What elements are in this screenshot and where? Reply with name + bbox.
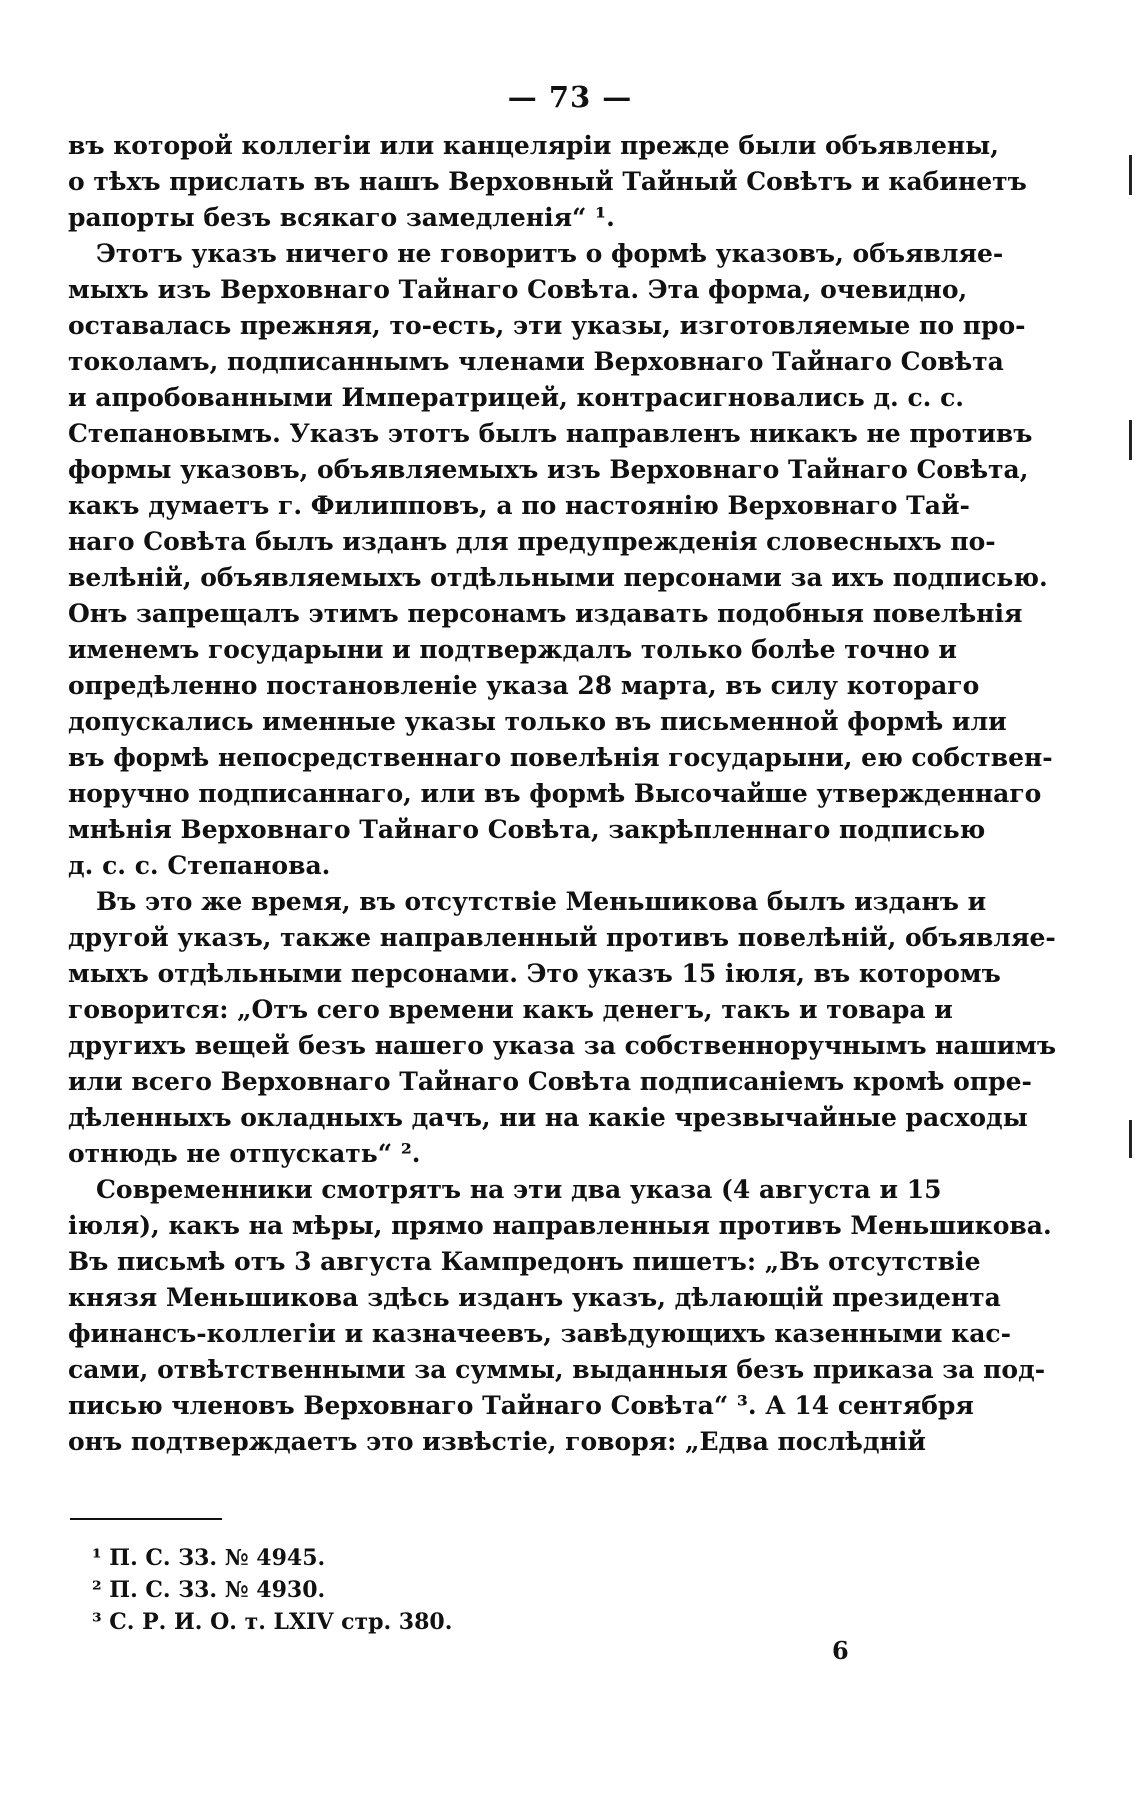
printer-signature-mark: 6 — [832, 1636, 849, 1665]
text-line: формы указовъ, объявляемыхъ изъ Верховнаго Тайнаго Совѣта, — [68, 455, 1029, 484]
text-line: Степановымъ. Указъ этотъ былъ направленъ никакъ не противъ — [68, 419, 1033, 448]
scan-edge-mark — [1129, 1120, 1132, 1158]
footnote: ¹ П. С. З3. № 4945. — [92, 1545, 326, 1571]
text-line: князя Меньшикова здѣсь изданъ указъ, дѣлающій президента — [68, 1283, 1001, 1312]
text-line: именемъ государыни и подтверждалъ только болѣе точно и — [68, 635, 957, 664]
text-line: велѣній, объявляемыхъ отдѣльными персонами за ихъ подписью. — [68, 563, 1048, 592]
text-line: мнѣнія Верховнаго Тайнаго Совѣта, закрѣпленнаго подписью — [68, 815, 986, 844]
text-line: допускались именные указы только въ письменной формѣ или — [68, 707, 1007, 736]
text-line: Въ это же время, въ отсутствіе Меньшикова былъ изданъ и — [96, 887, 987, 916]
text-line: Онъ запрещалъ этимъ персонамъ издавать подобныя повелѣнія — [68, 599, 1023, 628]
text-line: д. с. с. Степанова. — [68, 851, 331, 880]
text-line: Въ письмѣ отъ 3 августа Кампредонъ пишетъ: „Въ отсутствіе — [68, 1247, 981, 1276]
footnotes — [92, 1542, 492, 1638]
text-line: или всего Верховнаго Тайнаго Совѣта подписаніемъ кромѣ опре- — [68, 1067, 1032, 1096]
text-line: говорится: „Отъ сего времени какъ денегъ, такъ и товара и — [68, 995, 953, 1024]
text-line: о тѣхъ прислать въ нашъ Верховный Тайный Совѣтъ и кабинетъ — [68, 167, 1027, 196]
footnote: ³ С. Р. И. О. т. LXIV стр. 380. — [92, 1609, 453, 1635]
text-line: другихъ вещей безъ нашего указа за собственноручнымъ нашимъ — [68, 1031, 1057, 1060]
text-line: дѣленныхъ окладныхъ дачъ, ни на какіе чрезвычайные расходы — [68, 1103, 1028, 1132]
text-line: іюля), какъ на мѣры, прямо направленныя противъ Меньшикова. — [68, 1211, 1052, 1240]
text-line: Современники смотрятъ на эти два указа (4 августа и 15 — [96, 1175, 942, 1204]
text-line: наго Совѣта былъ изданъ для предупрежденія словесныхъ по- — [68, 527, 996, 556]
text-line: оставалась прежняя, то-есть, эти указы, изготовляемые по про- — [68, 311, 1026, 340]
text-line: и апробованными Императрицей, контрасигновались д. с. с. — [68, 383, 965, 412]
footnote-divider — [70, 1518, 222, 1520]
text-line: мыхъ изъ Верховнаго Тайнаго Совѣта. Эта форма, очевидно, — [68, 275, 968, 304]
footnote: ² П. С. З3. № 4930. — [92, 1577, 326, 1603]
text-line: онъ подтверждаетъ это извѣстіе, говоря: „Едва послѣдній — [68, 1427, 926, 1456]
text-line: отнюдь не отпускать“ ². — [68, 1139, 421, 1168]
text-line: опредѣленно постановленіе указа 28 марта, въ силу котораго — [68, 671, 980, 700]
text-line: Этотъ указъ ничего не говоритъ о формѣ указовъ, объявляе- — [96, 239, 1004, 268]
text-line: въ которой коллегіи или канцеляріи прежде были объявлены, — [68, 131, 999, 160]
text-line: другой указъ, также направленный противъ повелѣній, объявляе- — [68, 923, 1056, 952]
page-number: — 73 — — [507, 80, 633, 114]
text-line: въ формѣ непосредственнаго повелѣнія государыни, ею собствен- — [68, 743, 1053, 772]
text-line: сами, отвѣтственными за суммы, выданныя безъ приказа за под- — [68, 1355, 1046, 1384]
text-line: рапорты безъ всякаго замедленія“ ¹. — [68, 203, 615, 232]
scan-edge-mark — [1129, 420, 1132, 460]
text-line: норучно подписаннаго, или въ формѣ Высочайше утвержденнаго — [68, 779, 1042, 808]
text-line: какъ думаетъ г. Филипповъ, а по настоянію Верховнаго Тай- — [68, 491, 970, 520]
text-line: финансъ-коллегіи и казначеевъ, завѣдующихъ казенными кас- — [68, 1319, 1011, 1348]
text-line: писью членовъ Верховнаго Тайнаго Совѣта“ ³. А 14 сентября — [68, 1391, 974, 1420]
scan-edge-mark — [1129, 155, 1132, 195]
text-line: токоламъ, подписаннымъ членами Верховнаго Тайнаго Совѣта — [68, 347, 1004, 376]
body-text — [68, 128, 1057, 1460]
text-line: мыхъ отдѣльными персонами. Это указъ 15 іюля, въ которомъ — [68, 959, 1001, 988]
